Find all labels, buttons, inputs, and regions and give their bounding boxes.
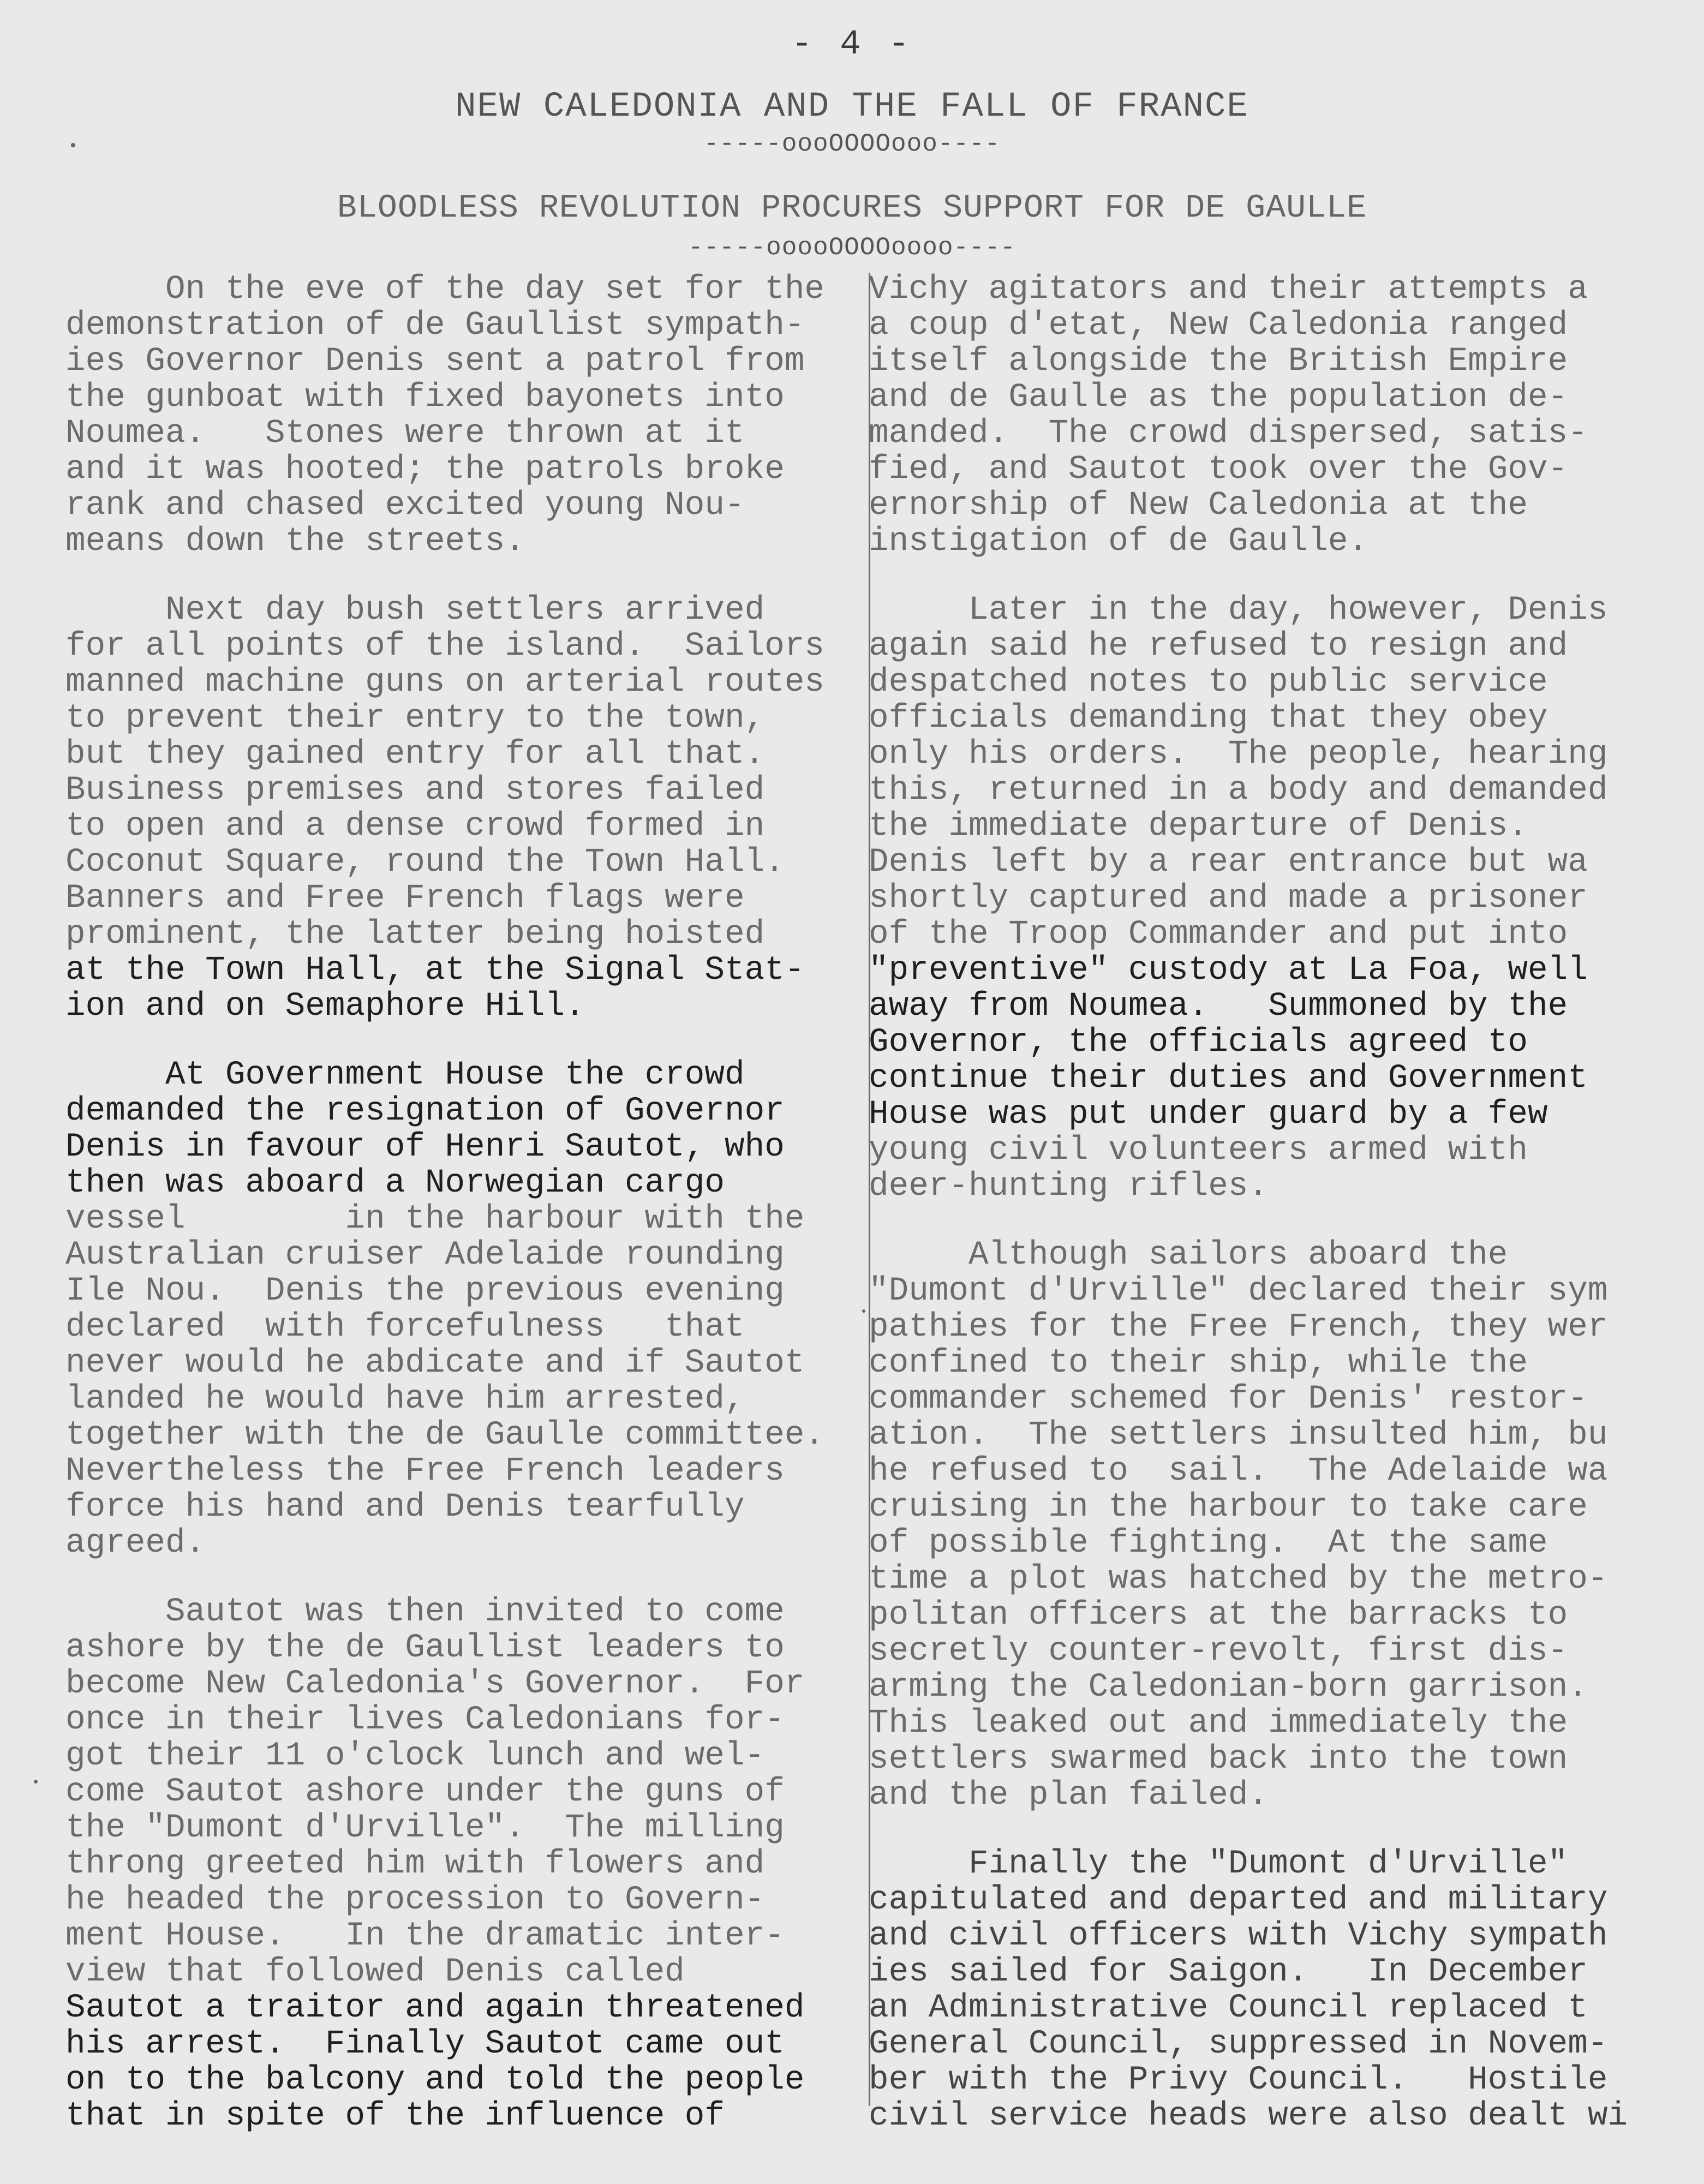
text-line: itself alongside the British Empire (869, 343, 1568, 380)
text-line: and de Gaulle as the population de- (869, 379, 1568, 416)
text-line: ment House. In the dramatic inter- (65, 1917, 785, 1955)
text-line: view that followed Denis called (65, 1953, 685, 1991)
page-title: NEW CALEDONIA AND THE FALL OF FRANCE (455, 87, 1249, 127)
text-line: Sautot a traitor and again threatened (65, 1989, 805, 2027)
page-number: - 4 - (791, 25, 913, 64)
text-line: ber with the Privy Council. Hostile (869, 2061, 1608, 2099)
paragraph (869, 593, 1687, 1205)
text-line: time a plot was hatched by the metro- (869, 1560, 1608, 1598)
left-column (65, 272, 862, 2167)
text-line: Governor, the officials agreed to (869, 1024, 1528, 1061)
paragraph (869, 1846, 1687, 2134)
paper-speck (34, 1780, 38, 1784)
text-line: become New Caledonia's Governor. For (65, 1665, 805, 1703)
text-line: General Council, suppressed in Novem- (869, 2025, 1608, 2063)
text-line: demanded the resignation of Governor (65, 1092, 785, 1130)
text-line: and the plan failed. (869, 1776, 1269, 1814)
text-line: but they gained entry for all that. (65, 735, 765, 773)
text-line: to prevent their entry to the town, (65, 699, 765, 737)
text-line: pathies for the Free French, they wer (869, 1308, 1608, 1346)
text-line: only his orders. The people, hearing (869, 735, 1608, 773)
text-line: civil service heads were also dealt wi (869, 2097, 1628, 2135)
paragraph (869, 272, 1687, 560)
text-line: that in spite of the influence of (65, 2097, 725, 2135)
text-line: at the Town Hall, at the Signal Stat- (65, 952, 805, 989)
paragraph (65, 272, 862, 560)
text-line: deer-hunting rifles. (869, 1168, 1269, 1205)
text-line: agreed. (65, 1524, 206, 1562)
text-line: come Sautot ashore under the guns of (65, 1773, 785, 1811)
text-line: arming the Caledonian-born garrison. (869, 1668, 1588, 1706)
text-line: and it was hooted; the patrols broke (65, 451, 785, 488)
paragraph (65, 1057, 862, 1561)
text-line: landed he would have him arrested, (65, 1380, 745, 1418)
text-line: an Administrative Council replaced t (869, 1989, 1588, 2027)
text-line: ernorship of New Caledonia at the (869, 487, 1528, 524)
paper-speck (71, 143, 75, 147)
text-line: on to the balcony and told the people (65, 2061, 805, 2099)
text-line: vessel in the harbour with the (65, 1200, 805, 1238)
text-line: away from Noumea. Summoned by the (869, 988, 1568, 1025)
text-line: fied, and Sautot took over the Gov- (869, 451, 1568, 488)
paragraph (65, 1594, 862, 2134)
text-line: This leaked out and immediately the (869, 1704, 1568, 1742)
text-line: of the Troop Commander and put into (869, 916, 1568, 953)
text-line: "Dumont d'Urville" declared their sym (869, 1272, 1608, 1310)
text-line: Nevertheless the Free French leaders (65, 1452, 785, 1490)
text-line: Later in the day, however, Denis (869, 591, 1608, 629)
text-line: commander schemed for Denis' restor- (869, 1380, 1588, 1418)
text-line: together with the de Gaulle committee. (65, 1416, 825, 1454)
text-line: and civil officers with Vichy sympath (869, 1917, 1608, 1955)
text-line: this, returned in a body and demanded (869, 771, 1608, 809)
text-line: manned machine guns on arterial routes (65, 663, 825, 701)
text-line: On the eve of the day set for the (65, 271, 825, 308)
paragraph (869, 1237, 1687, 1814)
text-line: force his hand and Denis tearfully (65, 1488, 745, 1526)
text-line: a coup d'etat, New Caledonia ranged (869, 307, 1568, 344)
text-line: "preventive" custody at La Foa, well (869, 952, 1588, 989)
text-line: ies Governor Denis sent a patrol from (65, 343, 805, 380)
text-line: Noumea. Stones were thrown at it (65, 415, 745, 452)
text-line: Business premises and stores failed (65, 771, 765, 809)
paragraph (65, 593, 862, 1025)
text-line: declared with forcefulness that (65, 1308, 745, 1346)
text-line: manded. The crowd dispersed, satis- (869, 415, 1588, 452)
text-line: despatched notes to public service (869, 663, 1548, 701)
text-line: instigation of de Gaulle. (869, 523, 1368, 560)
title-ornament-rule: -----oooOOOOooo---- (703, 130, 1001, 158)
text-line: confined to their ship, while the (869, 1344, 1528, 1382)
text-line: the immediate departure of Denis. (869, 807, 1528, 845)
text-line: Denis left by a rear entrance but wa (869, 843, 1588, 881)
text-line: ion and on Semaphore Hill. (65, 988, 585, 1025)
text-line: Sautot was then invited to come (65, 1593, 785, 1631)
text-line: the "Dumont d'Urville". The milling (65, 1809, 785, 1847)
text-line: prominent, the latter being hoisted (65, 916, 765, 953)
text-line: to open and a dense crowd formed in (65, 807, 765, 845)
text-line: Banners and Free French flags were (65, 879, 745, 917)
paper-speck (862, 1309, 865, 1313)
text-line: for all points of the island. Sailors (65, 627, 825, 665)
text-line: politan officers at the barracks to (869, 1596, 1568, 1634)
text-line: young civil volunteers armed with (869, 1132, 1528, 1169)
text-line: cruising in the harbour to take care (869, 1488, 1588, 1526)
text-line: the gunboat with fixed bayonets into (65, 379, 785, 416)
text-line: then was aboard a Norwegian cargo (65, 1164, 725, 1202)
text-line: Although sailors aboard the (869, 1236, 1508, 1274)
text-line: House was put under guard by a few (869, 1096, 1548, 1133)
text-line: demonstration of de Gaullist sympath- (65, 307, 805, 344)
text-line: shortly captured and made a prisoner (869, 879, 1588, 917)
text-line: capitulated and departed and military (869, 1881, 1608, 1919)
page-subtitle: BLOODLESS REVOLUTION PROCURES SUPPORT FOR DE GAULLE (337, 190, 1367, 227)
text-line: Next day bush settlers arrived (65, 591, 765, 629)
text-line: never would he abdicate and if Sautot (65, 1344, 805, 1382)
text-line: he headed the procession to Govern- (65, 1881, 765, 1919)
text-line: ation. The settlers insulted him, bu (869, 1416, 1608, 1454)
text-line: he refused to sail. The Adelaide wa (869, 1452, 1608, 1490)
text-line: got their 11 o'clock lunch and wel- (65, 1737, 765, 1775)
text-line: Denis in favour of Henri Sautot, who (65, 1128, 785, 1166)
text-line: settlers swarmed back into the town (869, 1740, 1568, 1778)
text-line: ies sailed for Saigon. In December (869, 1953, 1588, 1991)
subtitle-ornament-rule: -----ooooOOOOoooo---- (688, 234, 1016, 262)
text-line: Australian cruiser Adelaide rounding (65, 1236, 785, 1274)
text-line: again said he refused to resign and (869, 627, 1568, 665)
text-line: Vichy agitators and their attempts a (869, 271, 1588, 308)
text-line: At Government House the crowd (65, 1056, 745, 1094)
text-line: ashore by the de Gaullist leaders to (65, 1629, 785, 1667)
text-line: Finally the "Dumont d'Urville" (869, 1845, 1568, 1883)
text-line: Ile Nou. Denis the previous evening (65, 1272, 785, 1310)
text-line: rank and chased excited young Nou- (65, 487, 745, 524)
text-line: of possible fighting. At the same (869, 1524, 1548, 1562)
text-line: officials demanding that they obey (869, 699, 1548, 737)
text-line: means down the streets. (65, 523, 525, 560)
text-line: continue their duties and Government (869, 1060, 1588, 1097)
text-line: secretly counter-revolt, first dis- (869, 1632, 1568, 1670)
right-column (869, 272, 1687, 2167)
text-line: throng greeted him with flowers and (65, 1845, 765, 1883)
text-line: Coconut Square, round the Town Hall. (65, 843, 785, 881)
text-line: once in their lives Caledonians for- (65, 1701, 785, 1739)
text-line: his arrest. Finally Sautot came out (65, 2025, 785, 2063)
